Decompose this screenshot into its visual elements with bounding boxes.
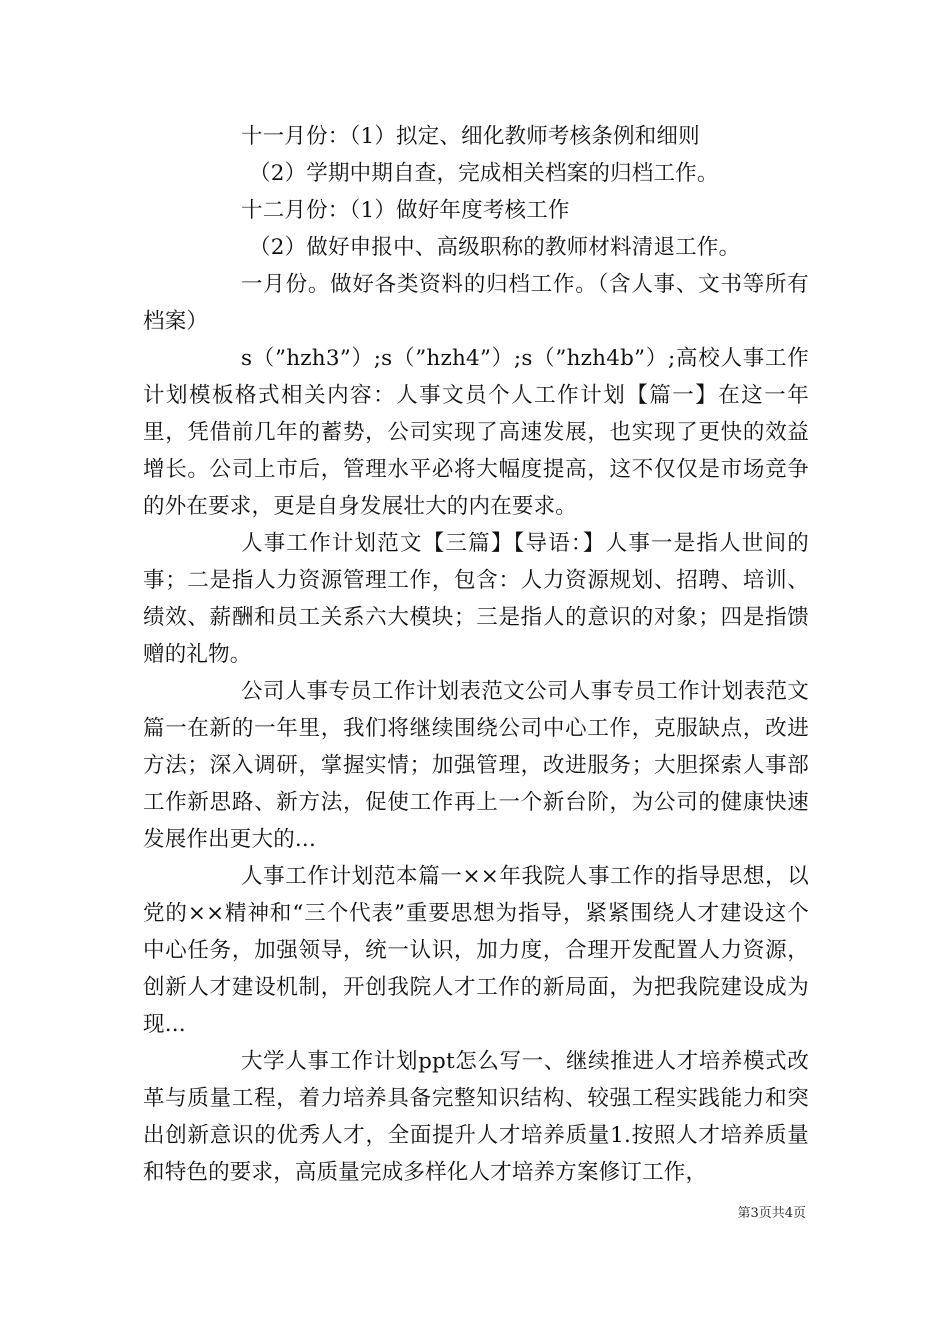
paragraph-hr-clerk-plan: s（”hzh3”）;s（”hzh4”）;s（”hzh4b”）;高校人事工作计划模板格式相关内容：人事文员个人工作计划【篇一】在这一年里，凭借前几年的蓄势，公司实现了高速发展，也实现了更快的效益增长。公司上市后，管理水平必将大幅度提高，这不仅仅是市场竞争的外在要求，更是自身发展壮大的内在要求。 [143,346,809,519]
paragraph-hr-specialist-plan: 公司人事专员工作计划表范文公司人事专员工作计划表范文篇一在新的一年里，我们将继续围绕公司中心工作，克服缺点，改进方法；深入调研，掌握实情；加强管理，改进服务；大胆探索人事部工作新思路、新方法，促使工作再上一个新台阶，为公司的健康快速发展作出更大的... [143,679,809,852]
paragraph-november-2: （2）学期中期自查，完成相关档案的归档工作。 [249,161,719,186]
page-number-footer: 第3页共4页 [737,1206,806,1221]
paragraph-hr-plan-three: 人事工作计划范文【三篇】【导语：】人事一是指人世间的事；二是指人力资源管理工作，包含：人力资源规划、招聘、培训、绩效、薪酬和员工关系六大模块；三是指人的意识的对象；四是指馈赠的礼物。 [143,531,809,667]
paragraph-january: 一月份。做好各类资料的归档工作。（含人事、文书等所有档案） [143,272,809,334]
document-body [143,118,809,1191]
paragraph-hr-plan-sample: 人事工作计划范本篇一××年我院人事工作的指导思想，以党的××精神和“三个代表”重要思想为指导，紧紧围绕人才建设这个中心任务，加强领导，统一认识，加力度，合理开发配置人力资源，创新人才建设机制，开创我院人才工作的新局面，为把我院建设成为现... [143,864,809,1037]
paragraph-december-1: 十二月份：（1）做好年度考核工作 [241,198,570,223]
paragraph-november-1: 十一月份：（1）拟定、细化教师考核条例和细则 [241,124,700,149]
paragraph-university-hr-plan: 大学人事工作计划ppt怎么写一、继续推进人才培养模式改革与质量工程，着力培养具备完整知识结构、较强工程实践能力和突出创新意识的优秀人才，全面提升人才培养质量1.按照人才培养质量和特色的要求，高质量完成多样化人才培养方案修订工作， [143,1049,809,1185]
paragraph-december-2: （2）做好申报中、高级职称的教师材料清退工作。 [249,235,741,260]
